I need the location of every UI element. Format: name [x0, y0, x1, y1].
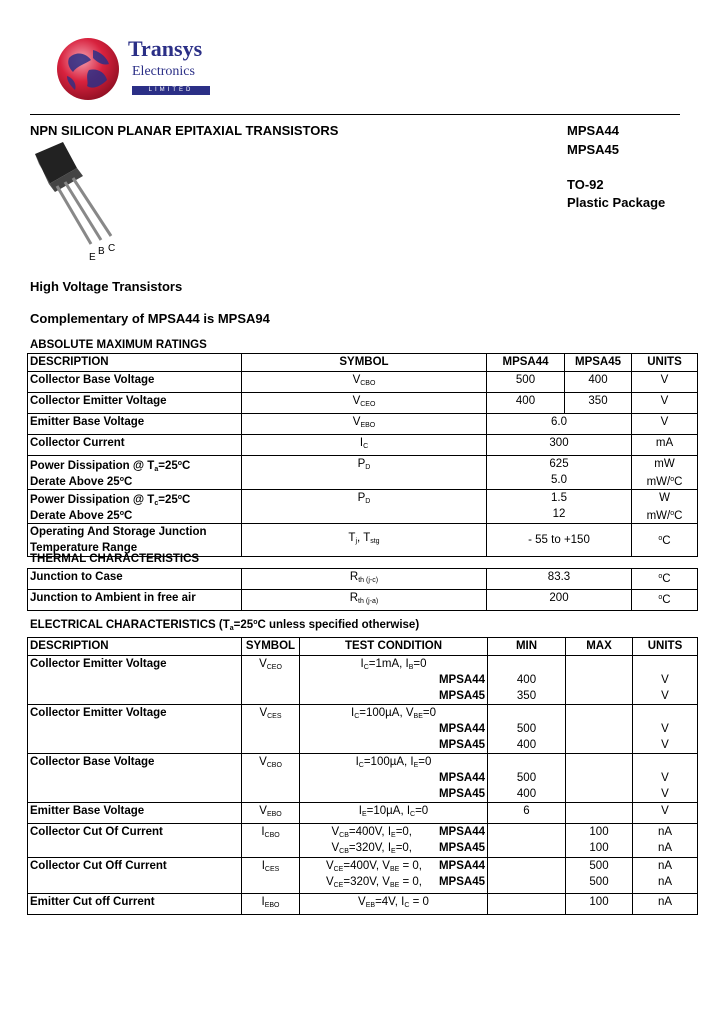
abs-max-heading: ABSOLUTE MAXIMUM RATINGS [30, 339, 207, 351]
row-unit: V [632, 393, 698, 414]
row-description: Power Dissipation @ $T_a=25^oC$ Derate Above 25$^o$C [28, 456, 242, 490]
row-value: 200 [487, 590, 632, 611]
row-condition: $I_C=100\mu A$, $I_E=0$ MPSA44 MPSA45 [300, 754, 488, 803]
row-symbol: $I_{CBO}$ [242, 824, 300, 858]
col-header: DESCRIPTION [28, 354, 242, 372]
table-row [28, 524, 698, 557]
row-condition: $V_{EB}=4V$, $I_C = 0$ [300, 894, 488, 915]
row-min [488, 824, 566, 858]
row-min: 500 400 [488, 705, 566, 754]
row-unit: $^o$C [632, 590, 698, 611]
row-symbol: $V_{CBO}$ [242, 372, 487, 393]
row-description: Emitter Cut off Current [28, 894, 242, 915]
row-unit: nA [633, 894, 698, 915]
row-value: 300 [487, 435, 632, 456]
row-min: 400 350 [488, 656, 566, 705]
electrical-table [27, 637, 698, 915]
row-unit: mA [632, 435, 698, 456]
row-description: Collector Base Voltage [28, 754, 242, 803]
thermal-table [27, 568, 698, 611]
row-symbol: $V_{CES}$ [242, 705, 300, 754]
part-number-2: MPSA45 [567, 142, 620, 157]
complementary-note: Complementary of MPSA44 is MPSA94 [30, 311, 270, 326]
row-max: 500 500 [566, 858, 633, 894]
row-min: 6 [488, 803, 566, 824]
row-description: Collector Emitter Voltage [28, 705, 242, 754]
pin-label-emitter: E [89, 252, 96, 263]
row-unit: V [632, 414, 698, 435]
row-condition: $I_E=10\mu A$, $I_C=0$ [300, 803, 488, 824]
row-unit: nA nA [633, 858, 698, 894]
table-row [28, 656, 698, 705]
row-unit: V V [633, 656, 698, 705]
brand-subtitle: Electronics [132, 64, 195, 79]
table-header-row [28, 638, 698, 656]
package-type: TO-92 [567, 177, 604, 192]
col-header: MAX [566, 638, 633, 656]
col-header: TEST CONDITION [300, 638, 488, 656]
header-rule [30, 114, 680, 115]
row-symbol: $V_{CEO}$ [242, 656, 300, 705]
col-header: SYMBOL [242, 638, 300, 656]
row-unit: W mW/$^o$C [632, 490, 698, 524]
part-number-1: MPSA44 [567, 123, 620, 138]
row-symbol: $V_{EBO}$ [242, 803, 300, 824]
row-symbol: $V_{CEO}$ [242, 393, 487, 414]
row-unit: mW mW/$^o$C [632, 456, 698, 490]
row-unit: V [633, 803, 698, 824]
thermal-heading: THERMAL CHARACTERISTICS [30, 553, 200, 565]
col-header: MPSA44 [487, 354, 565, 372]
row-max [566, 803, 633, 824]
row-max: 100 100 [566, 824, 633, 858]
table-row [28, 393, 698, 414]
row-symbol: $R_{th (j-a)}$ [242, 590, 487, 611]
row-condition: $V_{CB}=400V$, $I_E=0$, MPSA44 $V_{CB}=320V$, $I_E=0$, MPSA45 [300, 824, 488, 858]
col-header: SYMBOL [242, 354, 487, 372]
row-symbol: $P_D$ [242, 456, 487, 490]
table-row [28, 894, 698, 915]
brand-limited-badge: LIMITED [132, 86, 210, 95]
table-row [28, 803, 698, 824]
row-unit: V [632, 372, 698, 393]
section-high-voltage: High Voltage Transistors [30, 279, 183, 294]
table-row [28, 490, 698, 524]
row-description: Power Dissipation @ $T_c=25^oC$ Derate Above 25$^o$C [28, 490, 242, 524]
table-row [28, 372, 698, 393]
row-unit: $^o$C [632, 524, 698, 557]
brand-name: Transys [128, 36, 203, 61]
row-description: Emitter Base Voltage [28, 414, 242, 435]
row-description: Operating And Storage Junction Temperature Range [28, 524, 242, 557]
row-condition: $V_{CE}=400V$, $V_{BE} = 0$, MPSA44 $V_{CE}=320V$, $V_{BE} = 0$, MPSA45 [300, 858, 488, 894]
row-value: 83.3 [487, 569, 632, 590]
row-symbol: $I_{CES}$ [242, 858, 300, 894]
table-row [28, 754, 698, 803]
col-header: DESCRIPTION [28, 638, 242, 656]
table-row [28, 414, 698, 435]
row-min [488, 894, 566, 915]
col-header: UNITS [632, 354, 698, 372]
table-header-row [28, 354, 698, 372]
row-symbol: $V_{EBO}$ [242, 414, 487, 435]
row-max: 100 [566, 894, 633, 915]
row-description: Collector Emitter Voltage [28, 393, 242, 414]
row-symbol: $I_C$ [242, 435, 487, 456]
value-mpsa45: 350 [565, 393, 632, 414]
transys-globe-logo [55, 36, 121, 102]
value-mpsa45: 400 [565, 372, 632, 393]
row-condition: $I_C=100\mu A$, $V_{BE}=0$ MPSA44 MPSA45 [300, 705, 488, 754]
row-description: Collector Current [28, 435, 242, 456]
row-value: 6.0 [487, 414, 632, 435]
row-symbol: $R_{th (j-c)}$ [242, 569, 487, 590]
package-description: Plastic Package [567, 195, 666, 210]
row-max [566, 656, 633, 705]
row-condition: $I_C=1mA$, $I_B=0$ MPSA44 MPSA45 [300, 656, 488, 705]
row-symbol: $I_{EBO}$ [242, 894, 300, 915]
row-unit: nA nA [633, 824, 698, 858]
table-row [28, 705, 698, 754]
row-min: 500 400 [488, 754, 566, 803]
table-row [28, 435, 698, 456]
row-description: Emitter Base Voltage [28, 803, 242, 824]
abs-max-table [27, 353, 698, 557]
row-description: Junction to Ambient in free air [28, 590, 242, 611]
row-description: Junction to Case [28, 569, 242, 590]
col-header: MPSA45 [565, 354, 632, 372]
pin-label-collector: C [108, 243, 116, 254]
document-title: NPN SILICON PLANAR EPITAXIAL TRANSISTORS [30, 123, 339, 138]
row-value: 625 5.0 [487, 456, 632, 490]
row-unit: V V [633, 754, 698, 803]
row-symbol: $V_{CBO}$ [242, 754, 300, 803]
value-mpsa44: 400 [487, 393, 565, 414]
table-row [28, 569, 698, 590]
row-description: Collector Base Voltage [28, 372, 242, 393]
col-header: MIN [488, 638, 566, 656]
row-symbol: $P_D$ [242, 490, 487, 524]
col-header: UNITS [633, 638, 698, 656]
row-description: Collector Cut Off Current [28, 858, 242, 894]
row-max [566, 705, 633, 754]
row-value: 1.5 12 [487, 490, 632, 524]
row-description: Collector Cut Of Current [28, 824, 242, 858]
row-description: Collector Emitter Voltage [28, 656, 242, 705]
table-row [28, 824, 698, 858]
row-symbol: $T_j$, $T_{stg}$ [242, 524, 487, 557]
table-row [28, 456, 698, 490]
electrical-heading: ELECTRICAL CHARACTERISTICS ($T_a=25^oC$ unless specified otherwise) [30, 619, 420, 632]
row-max [566, 754, 633, 803]
row-min [488, 858, 566, 894]
table-row [28, 590, 698, 611]
row-unit: $^o$C [632, 569, 698, 590]
row-value: - 55 to +150 [487, 524, 632, 557]
pin-label-base: B [98, 246, 105, 257]
value-mpsa44: 500 [487, 372, 565, 393]
row-unit: V V [633, 705, 698, 754]
table-row [28, 858, 698, 894]
